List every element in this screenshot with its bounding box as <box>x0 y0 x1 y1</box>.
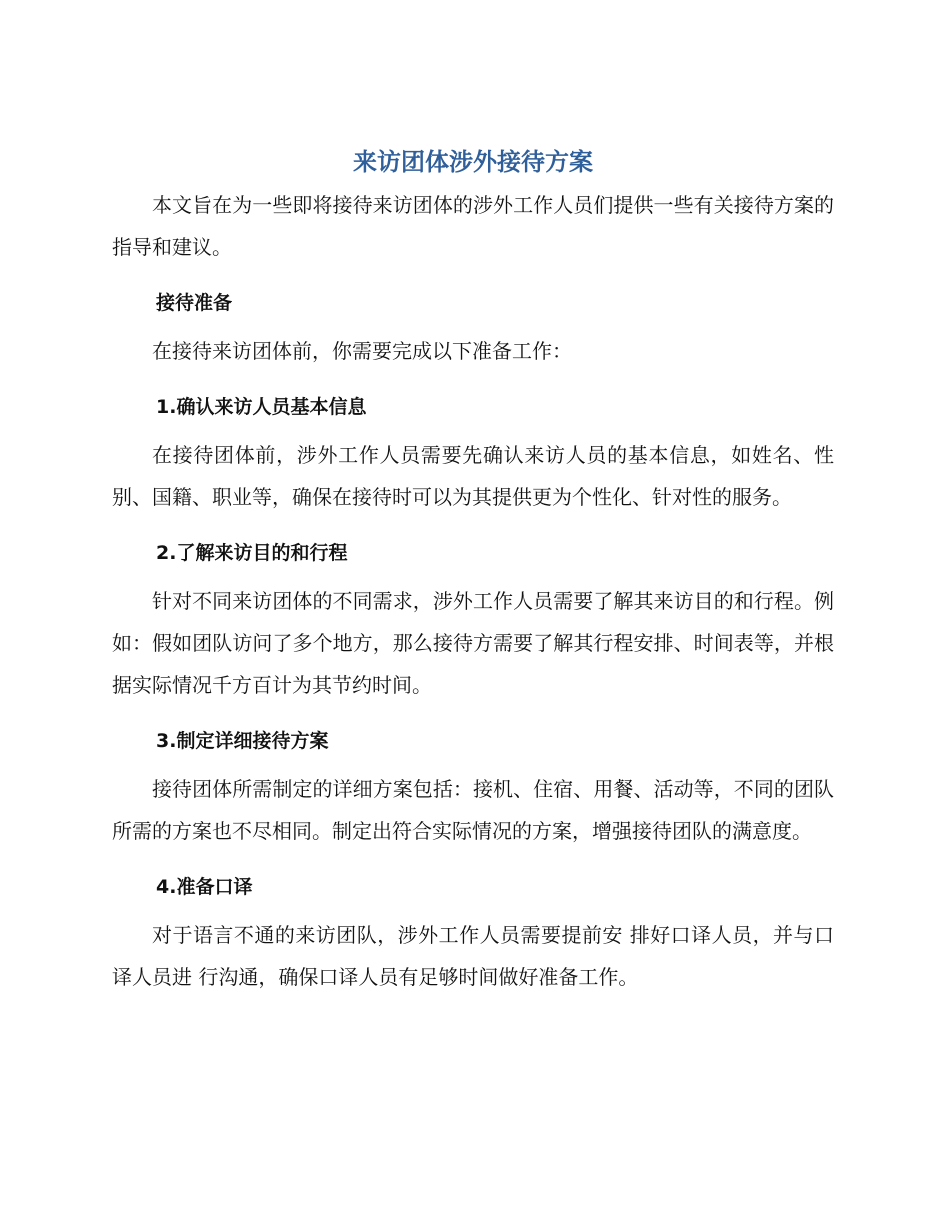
item-heading-2: 2.了解来访目的和行程 <box>156 542 348 564</box>
spacer <box>112 268 834 282</box>
section-heading: 接待准备 <box>156 292 233 314</box>
intro-paragraph: 本文旨在为一些即将接待来访团体的涉外工作人员们提供一些有关接待方案的指导和建议。 <box>112 193 834 259</box>
document-page <box>112 140 834 998</box>
spacer <box>112 852 834 866</box>
spacer <box>112 372 834 386</box>
item-body-2: 针对不同来访团体的不同需求，涉外工作人员需要了解其来访目的和行程。例如：假如团队访问了多个地方，那么接待方需要了解其行程安排、时间表等，并根据实际情况千方百计为其节约时间。 <box>112 589 834 697</box>
item-body-3: 接待团体所需制定的详细方案包括：接机、住宿、用餐、活动等，不同的团队所需的方案也不尽相同。制定出符合实际情况的方案，增强接待团队的满意度。 <box>112 777 834 843</box>
item-body-1: 在接待团体前，涉外工作人员需要先确认来访人员的基本信息，如姓名、性别、国籍、职业等，确保在接待时可以为其提供更为个性化、针对性的服务。 <box>112 443 834 509</box>
spacer <box>112 706 834 720</box>
section-lead-paragraph: 在接待来访团体前，你需要完成以下准备工作： <box>152 339 572 363</box>
document-title: 来访团体涉外接待方案 <box>353 148 593 176</box>
item-heading-4: 4.准备口译 <box>156 876 253 898</box>
item-heading-3: 3.制定详细接待方案 <box>156 730 329 752</box>
item-body-4: 对于语言不通的来访团队，涉外工作人员需要提前安 排好口译人员，并与口译人员进 行沟通，确保口译人员有足够时间做好准备工作。 <box>112 923 834 989</box>
item-heading-1: 1.确认来访人员基本信息 <box>156 396 367 418</box>
spacer <box>112 518 834 532</box>
